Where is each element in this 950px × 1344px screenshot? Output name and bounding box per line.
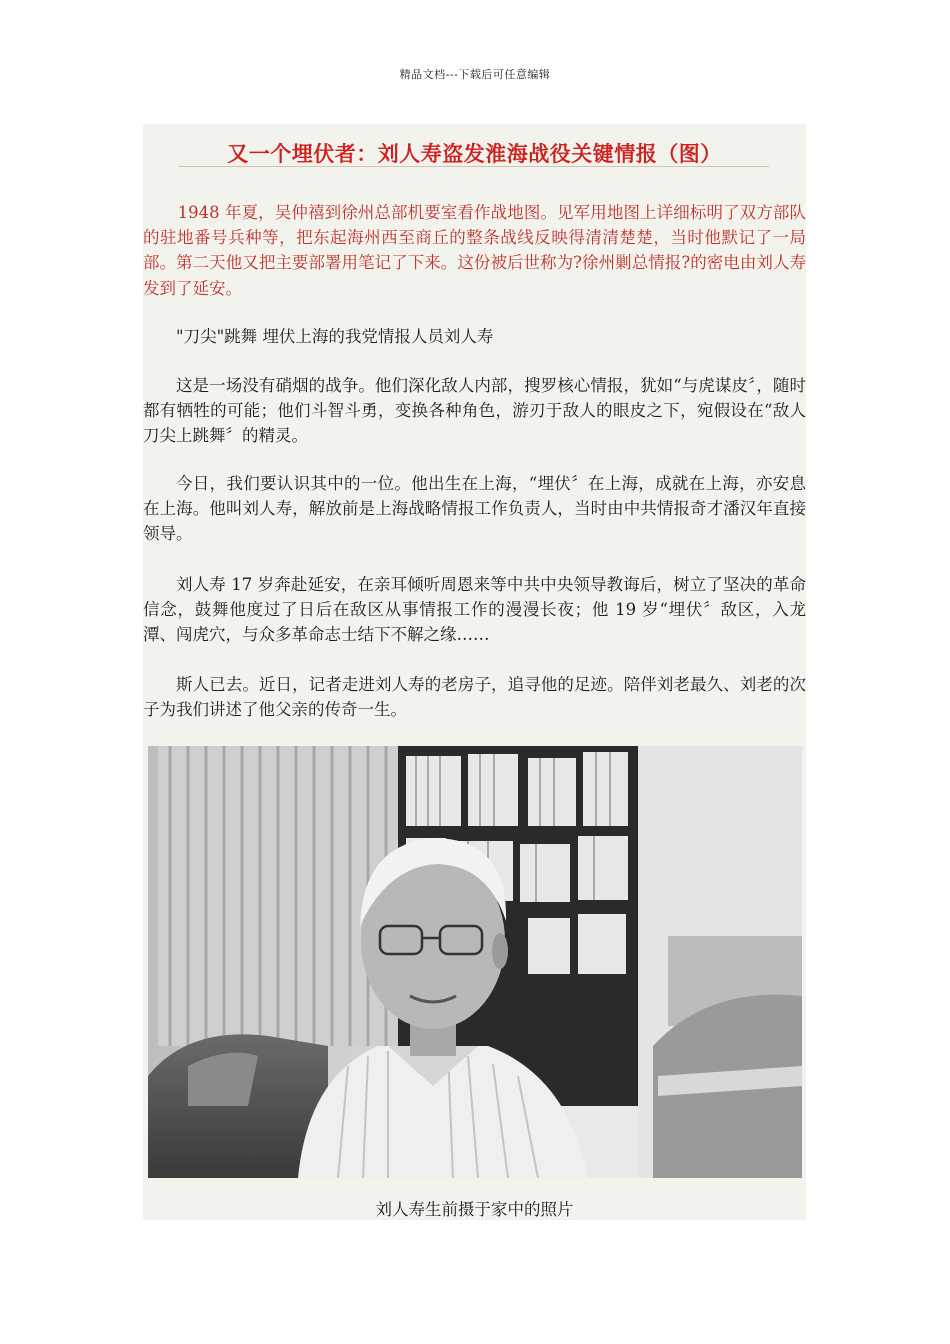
title-underline (179, 166, 769, 167)
paragraph-3: 刘人寿 17 岁奔赴延安，在亲耳倾听周恩来等中共中央领导教诲后，树立了坚决的革命信念，鼓舞他度过了日后在敌区从事情报工作的漫漫长夜；他 19 岁“埋伏〞敌区，入龙潭、闯虎穴，与众多革命志士结下不解之缘…… (143, 575, 806, 645)
paragraph-1: 这是一场没有硝烟的战争。他们深化敌人内部，搜罗核心情报，犹如“与虎谋皮〞，随时都有牺牲的可能；他们斗智斗勇，变换各种角色，游刃于敌人的眼皮之下，宛假设在“敌人刀尖上跳舞〞的精灵。 (143, 376, 806, 446)
subtitle: "刀尖"跳舞 埋伏上海的我党情报人员刘人寿 (176, 327, 494, 346)
paragraph-2: 今日，我们要认识其中的一位。他出生在上海，“埋伏〞在上海，成就在上海，亦安息在上海。他叫刘人寿，解放前是上海战略情报工作负责人，当时由中共情报奇才潘汉年直接领导。 (143, 474, 806, 544)
paragraph-4: 斯人已去。近日，记者走进刘人寿的老房子，追寻他的足迹。陪伴刘老最久、刘老的次子为我们讲述了他父亲的传奇一生。 (143, 675, 806, 720)
page-header-note: 精品文档---下载后可任意编辑 (399, 68, 551, 81)
portrait-photo (148, 746, 802, 1178)
article-title: 又一个埋伏者：刘人寿盗发淮海战役关键情报（图） (227, 141, 722, 166)
article (143, 124, 806, 1220)
lead-paragraph: 1948 年夏，吴仲禧到徐州总部机要室看作战地图。见军用地图上详细标明了双方部队的驻地番号兵种等，把东起海州西至商丘的整条战线反映得清清楚楚，当时他默记了一局部。第二天他又把主要部署用笔记了下来。这份被后世称为?徐州剿总情报?的密电由刘人寿发到了延安。 (143, 203, 806, 298)
photo-caption: 刘人寿生前摄于家中的照片 (375, 1200, 574, 1219)
portrait-photo-illustration (148, 746, 802, 1178)
